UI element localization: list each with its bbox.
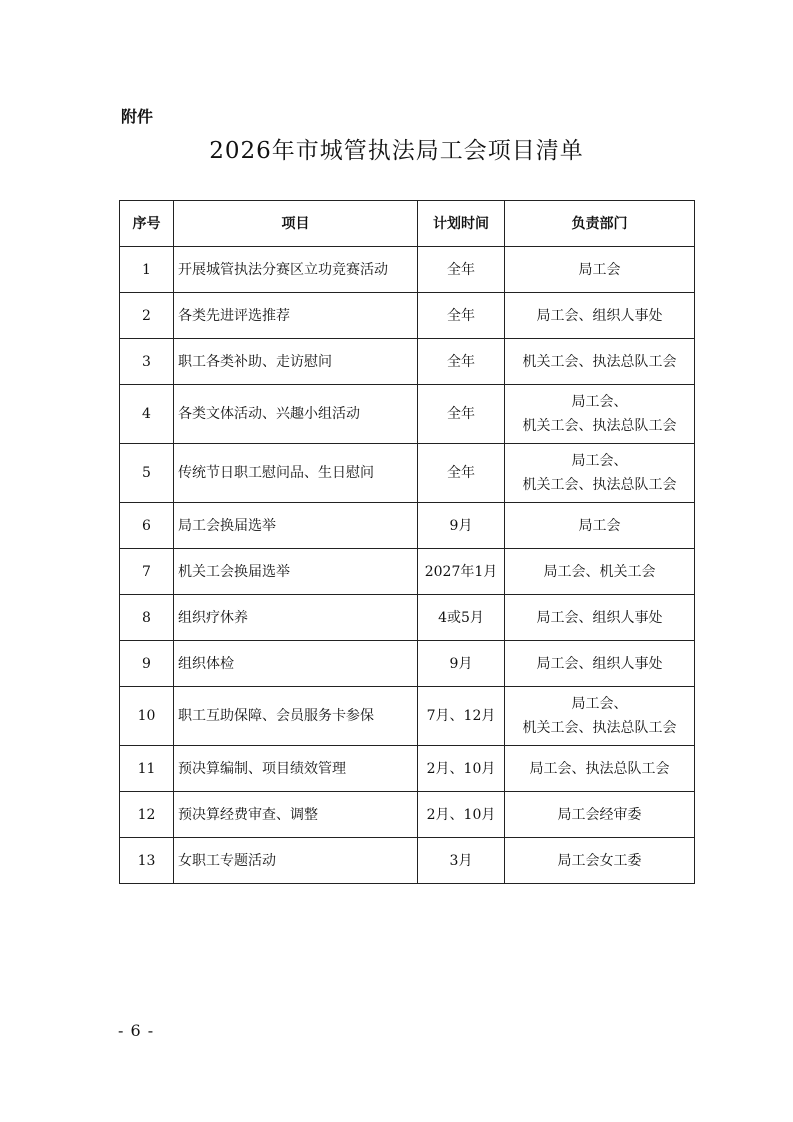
project-name-cell: 职工各类补助、走访慰问 [174,339,418,385]
responsible-dept-cell [505,792,695,838]
project-name-cell: 各类文体活动、兴趣小组活动 [174,385,418,444]
page-title: 2026年市城管执法局工会项目清单 [209,138,584,164]
table-header-row [120,201,695,247]
plan-time-cell: 9月 [418,641,505,687]
dept-line: 机关工会、执法总队工会 [522,353,677,370]
dept-line: 局工会、 [571,696,628,712]
attachment-label: 附件 [121,107,154,126]
page-number: - 6 - [118,1021,155,1040]
row-number-cell: 1 [120,247,174,293]
table-row [120,503,695,549]
plan-time-cell: 全年 [418,385,505,444]
project-name-cell: 各类先进评选推荐 [174,293,418,339]
table-row [120,293,695,339]
dept-line: 局工会 [578,261,621,278]
dept-line: 机关工会、执法总队工会 [522,477,677,493]
responsible-dept-cell [505,247,695,293]
table-row [120,792,695,838]
project-name-cell: 组织疗休养 [174,595,418,641]
plan-time-cell: 2月、10月 [418,746,505,792]
dept-line: 机关工会、执法总队工会 [522,418,677,434]
dept-line: 局工会、机关工会 [543,563,656,580]
row-number-cell: 10 [120,687,174,746]
project-name-cell: 预决算编制、项目绩效管理 [174,746,418,792]
dept-line: 局工会女工委 [557,852,642,869]
responsible-dept-cell [505,687,695,746]
responsible-dept-cell [505,549,695,595]
table-row [120,595,695,641]
row-number-cell: 4 [120,385,174,444]
table-row [120,385,695,444]
plan-time-cell: 全年 [418,339,505,385]
row-number-cell: 5 [120,444,174,503]
plan-time-cell: 3月 [418,838,505,884]
header-item: 项目 [174,201,418,247]
table-row [120,247,695,293]
responsible-dept-cell [505,293,695,339]
table-row [120,687,695,746]
row-number-cell: 7 [120,549,174,595]
row-number-cell: 3 [120,339,174,385]
project-name-cell: 机关工会换届选举 [174,549,418,595]
dept-line: 局工会、 [571,453,628,469]
row-number-cell: 13 [120,838,174,884]
table-body [120,247,695,884]
dept-line: 局工会、组织人事处 [536,609,663,626]
header-no: 序号 [120,201,174,247]
responsible-dept-cell [505,641,695,687]
project-name-cell: 开展城管执法分赛区立功竞赛活动 [174,247,418,293]
table-row [120,641,695,687]
plan-time-cell: 2027年1月 [418,549,505,595]
dept-line: 局工会、组织人事处 [536,655,663,672]
row-number-cell: 6 [120,503,174,549]
dept-line: 机关工会、执法总队工会 [522,720,677,736]
responsible-dept-cell [505,746,695,792]
responsible-dept-cell [505,339,695,385]
project-table [119,200,695,884]
plan-time-cell: 全年 [418,247,505,293]
responsible-dept-cell [505,444,695,503]
plan-time-cell: 全年 [418,293,505,339]
row-number-cell: 8 [120,595,174,641]
responsible-dept-cell [505,385,695,444]
plan-time-cell: 7月、12月 [418,687,505,746]
header-dept: 负责部门 [505,201,695,247]
dept-line: 局工会、组织人事处 [536,307,663,324]
table-row [120,746,695,792]
dept-line: 局工会、 [571,394,628,410]
project-name-cell: 局工会换届选举 [174,503,418,549]
project-name-cell: 组织体检 [174,641,418,687]
table-row [120,444,695,503]
dept-line: 局工会经审委 [557,806,642,823]
plan-time-cell: 9月 [418,503,505,549]
plan-time-cell: 全年 [418,444,505,503]
project-name-cell: 职工互助保障、会员服务卡参保 [174,687,418,746]
table-row [120,339,695,385]
responsible-dept-cell [505,838,695,884]
plan-time-cell: 4或5月 [418,595,505,641]
dept-line: 局工会、执法总队工会 [529,760,670,777]
project-name-cell: 传统节日职工慰问品、生日慰问 [174,444,418,503]
table-row [120,838,695,884]
project-name-cell: 预决算经费审查、调整 [174,792,418,838]
row-number-cell: 12 [120,792,174,838]
header-time: 计划时间 [418,201,505,247]
project-name-cell: 女职工专题活动 [174,838,418,884]
dept-line: 局工会 [578,517,621,534]
row-number-cell: 11 [120,746,174,792]
responsible-dept-cell [505,595,695,641]
row-number-cell: 9 [120,641,174,687]
responsible-dept-cell [505,503,695,549]
plan-time-cell: 2月、10月 [418,792,505,838]
table-row [120,549,695,595]
row-number-cell: 2 [120,293,174,339]
